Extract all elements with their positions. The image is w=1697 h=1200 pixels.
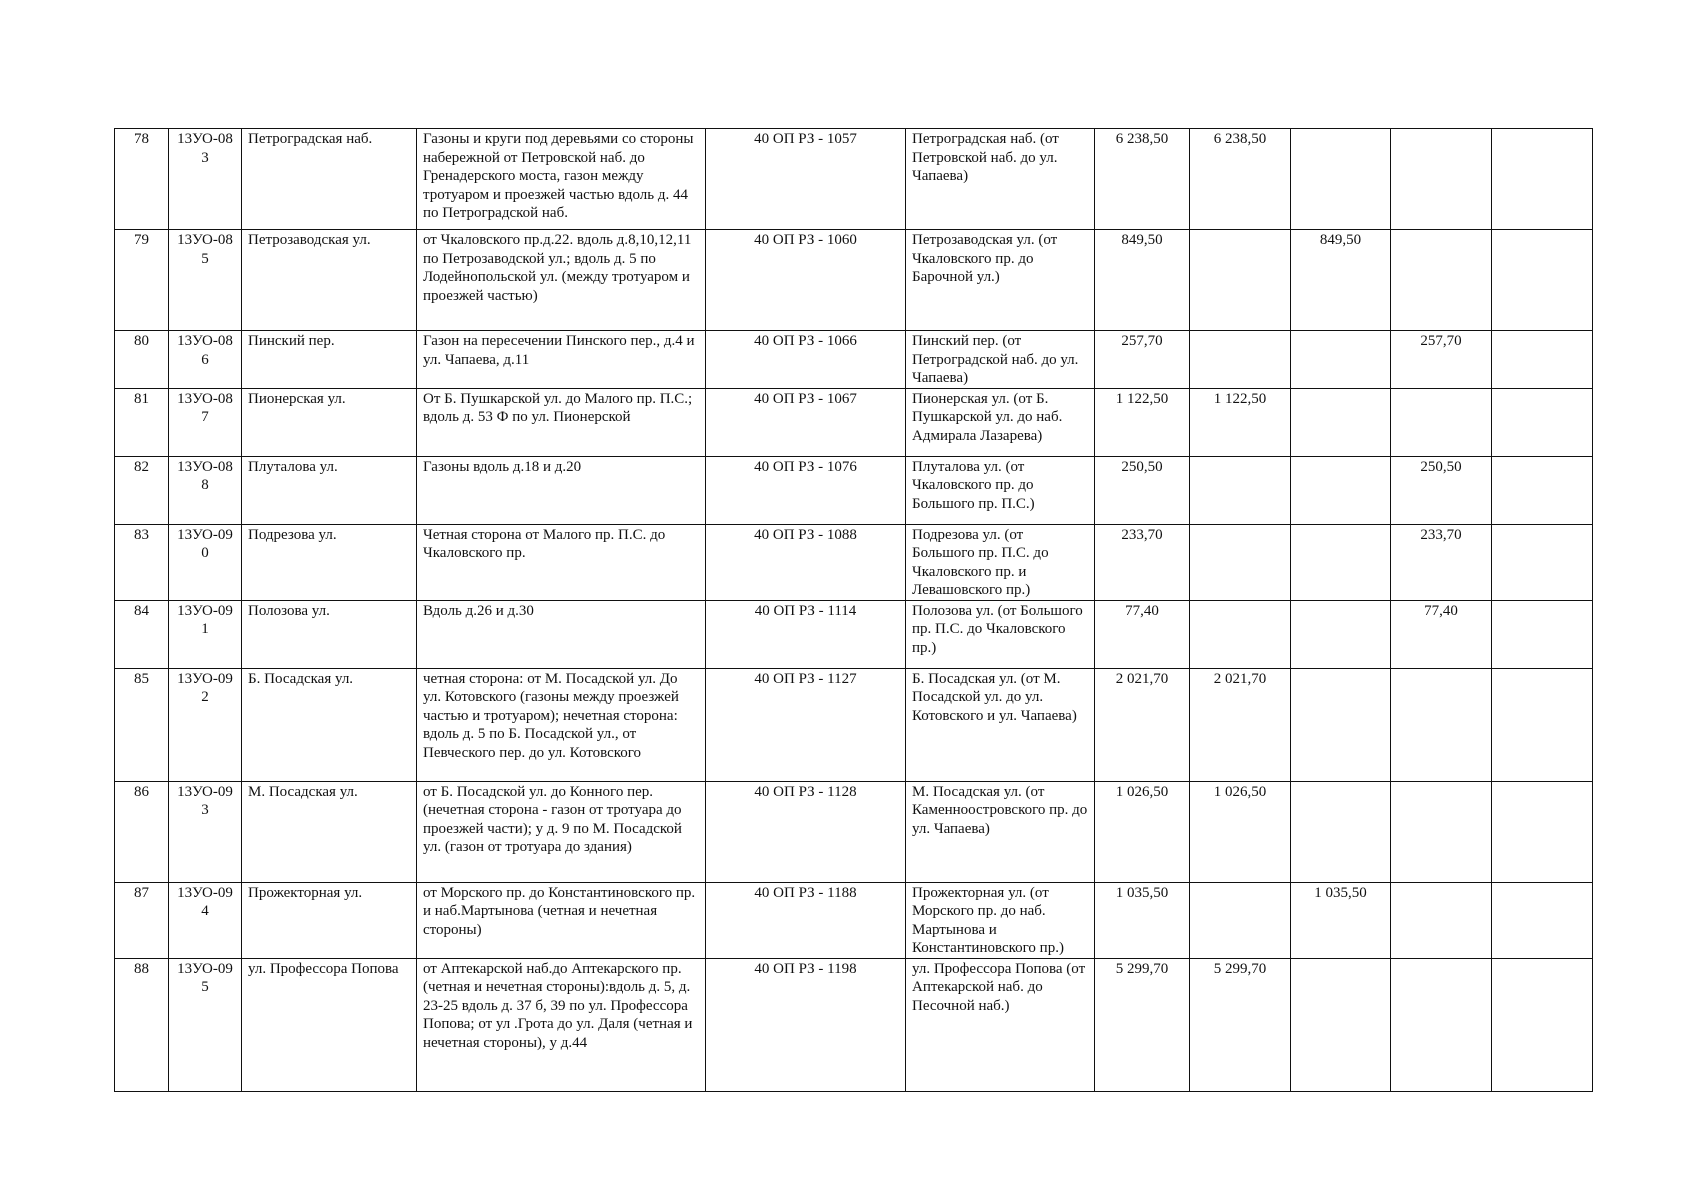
- category-2-area-cell: 849,50: [1291, 230, 1391, 331]
- row-number-cell: 83: [115, 524, 169, 600]
- total-area-cell: 77,40: [1095, 600, 1190, 668]
- table-row: [115, 388, 1593, 456]
- description-cell: от Морского пр. до Константиновского пр. и наб.Мартынова (четная и нечетная стороны): [417, 882, 706, 958]
- road-id-cell: 40 ОП РЗ - 1127: [706, 668, 906, 781]
- category-3-area-cell: 77,40: [1391, 600, 1492, 668]
- table-row: [115, 129, 1593, 230]
- street-name-cell: Б. Посадская ул.: [242, 668, 417, 781]
- category-3-area-cell: [1391, 781, 1492, 882]
- road-id-cell: 40 ОП РЗ - 1198: [706, 958, 906, 1091]
- road-section-cell: М. Посадская ул. (от Каменноостровского пр. до ул. Чапаева): [906, 781, 1095, 882]
- total-area-cell: 257,70: [1095, 331, 1190, 389]
- table-row: [115, 668, 1593, 781]
- road-id-cell: 40 ОП РЗ - 1188: [706, 882, 906, 958]
- table-row: [115, 230, 1593, 331]
- street-name-cell: Петроградская наб.: [242, 129, 417, 230]
- category-4-area-cell: [1492, 331, 1593, 389]
- description-cell: Вдоль д.26 и д.30: [417, 600, 706, 668]
- category-2-area-cell: 1 035,50: [1291, 882, 1391, 958]
- object-code-cell: 13УО-083: [169, 129, 242, 230]
- road-id-cell: 40 ОП РЗ - 1114: [706, 600, 906, 668]
- total-area-cell: 6 238,50: [1095, 129, 1190, 230]
- category-3-area-cell: [1391, 958, 1492, 1091]
- table-body: [115, 129, 1593, 1092]
- row-number-cell: 79: [115, 230, 169, 331]
- road-section-cell: Плуталова ул. (от Чкаловского пр. до Большого пр. П.С.): [906, 456, 1095, 524]
- category-2-area-cell: [1291, 331, 1391, 389]
- category-3-area-cell: 257,70: [1391, 331, 1492, 389]
- road-section-cell: Петрозаводская ул. (от Чкаловского пр. до Барочной ул.): [906, 230, 1095, 331]
- category-1-area-cell: 6 238,50: [1190, 129, 1291, 230]
- street-name-cell: ул. Профессора Попова: [242, 958, 417, 1091]
- category-1-area-cell: [1190, 524, 1291, 600]
- description-cell: От Б. Пушкарской ул. до Малого пр. П.С.; вдоль д. 53 Ф по ул. Пионерской: [417, 388, 706, 456]
- row-number-cell: 78: [115, 129, 169, 230]
- object-code-cell: 13УО-095: [169, 958, 242, 1091]
- street-name-cell: М. Посадская ул.: [242, 781, 417, 882]
- total-area-cell: 2 021,70: [1095, 668, 1190, 781]
- category-4-area-cell: [1492, 524, 1593, 600]
- street-name-cell: Плуталова ул.: [242, 456, 417, 524]
- total-area-cell: 233,70: [1095, 524, 1190, 600]
- road-section-cell: Пионерская ул. (от Б. Пушкарской ул. до наб. Адмирала Лазарева): [906, 388, 1095, 456]
- total-area-cell: 1 122,50: [1095, 388, 1190, 456]
- object-code-cell: 13УО-094: [169, 882, 242, 958]
- category-2-area-cell: [1291, 456, 1391, 524]
- category-1-area-cell: [1190, 882, 1291, 958]
- category-2-area-cell: [1291, 668, 1391, 781]
- road-id-cell: 40 ОП РЗ - 1067: [706, 388, 906, 456]
- table-row: [115, 524, 1593, 600]
- total-area-cell: 250,50: [1095, 456, 1190, 524]
- category-4-area-cell: [1492, 600, 1593, 668]
- road-id-cell: 40 ОП РЗ - 1128: [706, 781, 906, 882]
- category-3-area-cell: [1391, 388, 1492, 456]
- row-number-cell: 85: [115, 668, 169, 781]
- row-number-cell: 80: [115, 331, 169, 389]
- total-area-cell: 1 035,50: [1095, 882, 1190, 958]
- road-section-cell: Б. Посадская ул. (от М. Посадской ул. до ул. Котовского и ул. Чапаева): [906, 668, 1095, 781]
- category-1-area-cell: 1 026,50: [1190, 781, 1291, 882]
- total-area-cell: 849,50: [1095, 230, 1190, 331]
- road-id-cell: 40 ОП РЗ - 1060: [706, 230, 906, 331]
- category-4-area-cell: [1492, 882, 1593, 958]
- category-2-area-cell: [1291, 958, 1391, 1091]
- category-1-area-cell: 2 021,70: [1190, 668, 1291, 781]
- description-cell: Газон на пересечении Пинского пер., д.4 и ул. Чапаева, д.11: [417, 331, 706, 389]
- category-4-area-cell: [1492, 781, 1593, 882]
- road-id-cell: 40 ОП РЗ - 1088: [706, 524, 906, 600]
- category-2-area-cell: [1291, 388, 1391, 456]
- street-name-cell: Прожекторная ул.: [242, 882, 417, 958]
- object-code-cell: 13УО-090: [169, 524, 242, 600]
- category-1-area-cell: 1 122,50: [1190, 388, 1291, 456]
- description-cell: четная сторона: от М. Посадской ул. До ул. Котовского (газоны между проезжей частью и тротуаром); нечетная сторона: вдоль д. 5 по Б. Посадской ул., от Певческого пер. до ул. Котовского: [417, 668, 706, 781]
- object-code-cell: 13УО-087: [169, 388, 242, 456]
- category-3-area-cell: 233,70: [1391, 524, 1492, 600]
- row-number-cell: 84: [115, 600, 169, 668]
- road-section-cell: Пинский пер. (от Петроградской наб. до ул. Чапаева): [906, 331, 1095, 389]
- category-3-area-cell: [1391, 129, 1492, 230]
- object-code-cell: 13УО-085: [169, 230, 242, 331]
- row-number-cell: 81: [115, 388, 169, 456]
- category-1-area-cell: [1190, 331, 1291, 389]
- description-cell: Газоны вдоль д.18 и д.20: [417, 456, 706, 524]
- street-name-cell: Полозова ул.: [242, 600, 417, 668]
- object-code-cell: 13УО-088: [169, 456, 242, 524]
- category-2-area-cell: [1291, 781, 1391, 882]
- table-row: [115, 882, 1593, 958]
- description-cell: от Аптекарской наб.до Аптекарского пр. (четная и нечетная стороны):вдоль д. 5, д. 23-25 вдоль д. 37 б, 39 по ул. Профессора Попова; от ул .Грота до ул. Даля (четная и нечетная стороны), у д.44: [417, 958, 706, 1091]
- road-id-cell: 40 ОП РЗ - 1057: [706, 129, 906, 230]
- row-number-cell: 87: [115, 882, 169, 958]
- table-row: [115, 331, 1593, 389]
- category-4-area-cell: [1492, 388, 1593, 456]
- category-1-area-cell: 5 299,70: [1190, 958, 1291, 1091]
- street-name-cell: Подрезова ул.: [242, 524, 417, 600]
- road-id-cell: 40 ОП РЗ - 1066: [706, 331, 906, 389]
- category-4-area-cell: [1492, 456, 1593, 524]
- total-area-cell: 1 026,50: [1095, 781, 1190, 882]
- object-code-cell: 13УО-093: [169, 781, 242, 882]
- road-section-cell: Прожекторная ул. (от Морского пр. до наб. Мартынова и Константиновского пр.): [906, 882, 1095, 958]
- table-row: [115, 600, 1593, 668]
- table-row: [115, 456, 1593, 524]
- table-row: [115, 958, 1593, 1091]
- category-1-area-cell: [1190, 600, 1291, 668]
- category-3-area-cell: [1391, 882, 1492, 958]
- object-code-cell: 13УО-086: [169, 331, 242, 389]
- street-name-cell: Петрозаводская ул.: [242, 230, 417, 331]
- category-2-area-cell: [1291, 600, 1391, 668]
- description-cell: от Чкаловского пр.д.22. вдоль д.8,10,12,11 по Петрозаводской ул.; вдоль д. 5 по Лодейнопольской ул. (между тротуаром и проезжей частью): [417, 230, 706, 331]
- category-3-area-cell: 250,50: [1391, 456, 1492, 524]
- category-1-area-cell: [1190, 456, 1291, 524]
- row-number-cell: 82: [115, 456, 169, 524]
- road-section-cell: Полозова ул. (от Большого пр. П.С. до Чкаловского пр.): [906, 600, 1095, 668]
- object-code-cell: 13УО-092: [169, 668, 242, 781]
- row-number-cell: 86: [115, 781, 169, 882]
- category-2-area-cell: [1291, 129, 1391, 230]
- category-3-area-cell: [1391, 230, 1492, 331]
- description-cell: Четная сторона от Малого пр. П.С. до Чкаловского пр.: [417, 524, 706, 600]
- road-id-cell: 40 ОП РЗ - 1076: [706, 456, 906, 524]
- road-section-cell: ул. Профессора Попова (от Аптекарской наб. до Песочной наб.): [906, 958, 1095, 1091]
- category-3-area-cell: [1391, 668, 1492, 781]
- category-2-area-cell: [1291, 524, 1391, 600]
- description-cell: Газоны и круги под деревьями со стороны набережной от Петровской наб. до Гренадерского моста, газон между тротуаром и проезжей частью вдоль д. 44 по Петроградской наб.: [417, 129, 706, 230]
- street-name-cell: Пионерская ул.: [242, 388, 417, 456]
- category-1-area-cell: [1190, 230, 1291, 331]
- registry-table: [114, 128, 1593, 1092]
- total-area-cell: 5 299,70: [1095, 958, 1190, 1091]
- table-row: [115, 781, 1593, 882]
- object-code-cell: 13УО-091: [169, 600, 242, 668]
- category-4-area-cell: [1492, 958, 1593, 1091]
- description-cell: от Б. Посадской ул. до Конного пер. (нечетная сторона - газон от тротуара до проезжей части); у д. 9 по М. Посадской ул. (газон от тротуара до здания): [417, 781, 706, 882]
- road-section-cell: Петроградская наб. (от Петровской наб. до ул. Чапаева): [906, 129, 1095, 230]
- street-name-cell: Пинский пер.: [242, 331, 417, 389]
- row-number-cell: 88: [115, 958, 169, 1091]
- category-4-area-cell: [1492, 668, 1593, 781]
- road-section-cell: Подрезова ул. (от Большого пр. П.С. до Чкаловского пр. и Левашовского пр.): [906, 524, 1095, 600]
- category-4-area-cell: [1492, 230, 1593, 331]
- category-4-area-cell: [1492, 129, 1593, 230]
